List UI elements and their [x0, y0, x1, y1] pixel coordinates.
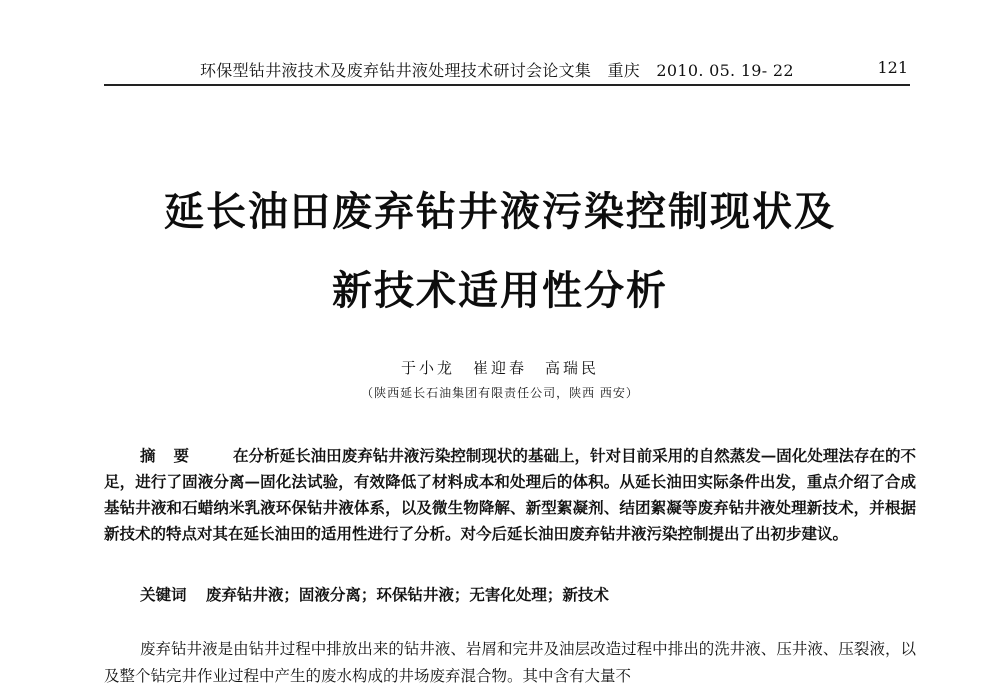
keywords-label: 关键词: [140, 585, 187, 604]
abstract: [104, 443, 916, 547]
affiliation: （陕西延长石油集团有限责任公司，陕西 西安）: [361, 386, 639, 400]
paper-title-line-1: 延长油田废弃钻井液污染控制现状及: [164, 189, 836, 235]
paper-title-line-2: 新技术适用性分析: [332, 268, 668, 314]
keywords-text: 废弃钻井液；固液分离；环保钻井液；无害化处理；新技术: [205, 585, 609, 604]
abstract-label: 摘要: [140, 446, 208, 465]
page-number: 121: [877, 58, 908, 77]
running-header: [104, 58, 910, 86]
abstract-text: 在分析延长油田废弃钻井液污染控制现状的基础上，针对目前采用的自然蒸发—固化处理法存在的不足，进行了固液分离—固化法试验，有效降低了材料成本和处理后的体积。从延长油田实际条件出发，重点介绍了合成基钻井液和石蜡纳米乳液环保钻井液体系，以及微生物降解、新型絮凝剂、结团絮凝等废弃钻井液处理新技术，并根据新技术的特点对其在延长油田的适用性进行了分析。对今后延长油田废弃钻井液污染控制提出了出初步建议。: [104, 446, 916, 543]
body-paragraph: [104, 636, 916, 690]
keywords: [140, 583, 920, 605]
conference-name: 环保型钻井液技术及废弃钻井液处理技术研讨会论文集 重庆 2010. 05. 19- 22: [200, 61, 794, 80]
body-text: 废弃钻井液是由钻井过程中排放出来的钻井液、岩屑和完井及油层改造过程中排出的洗井液、压井液、压裂液，以及整个钻完井作业过程中产生的废水构成的井场废弃混合物。其中含有大量不: [104, 640, 916, 685]
authors: 于小龙 崔迎春 高瑞民: [400, 359, 599, 377]
